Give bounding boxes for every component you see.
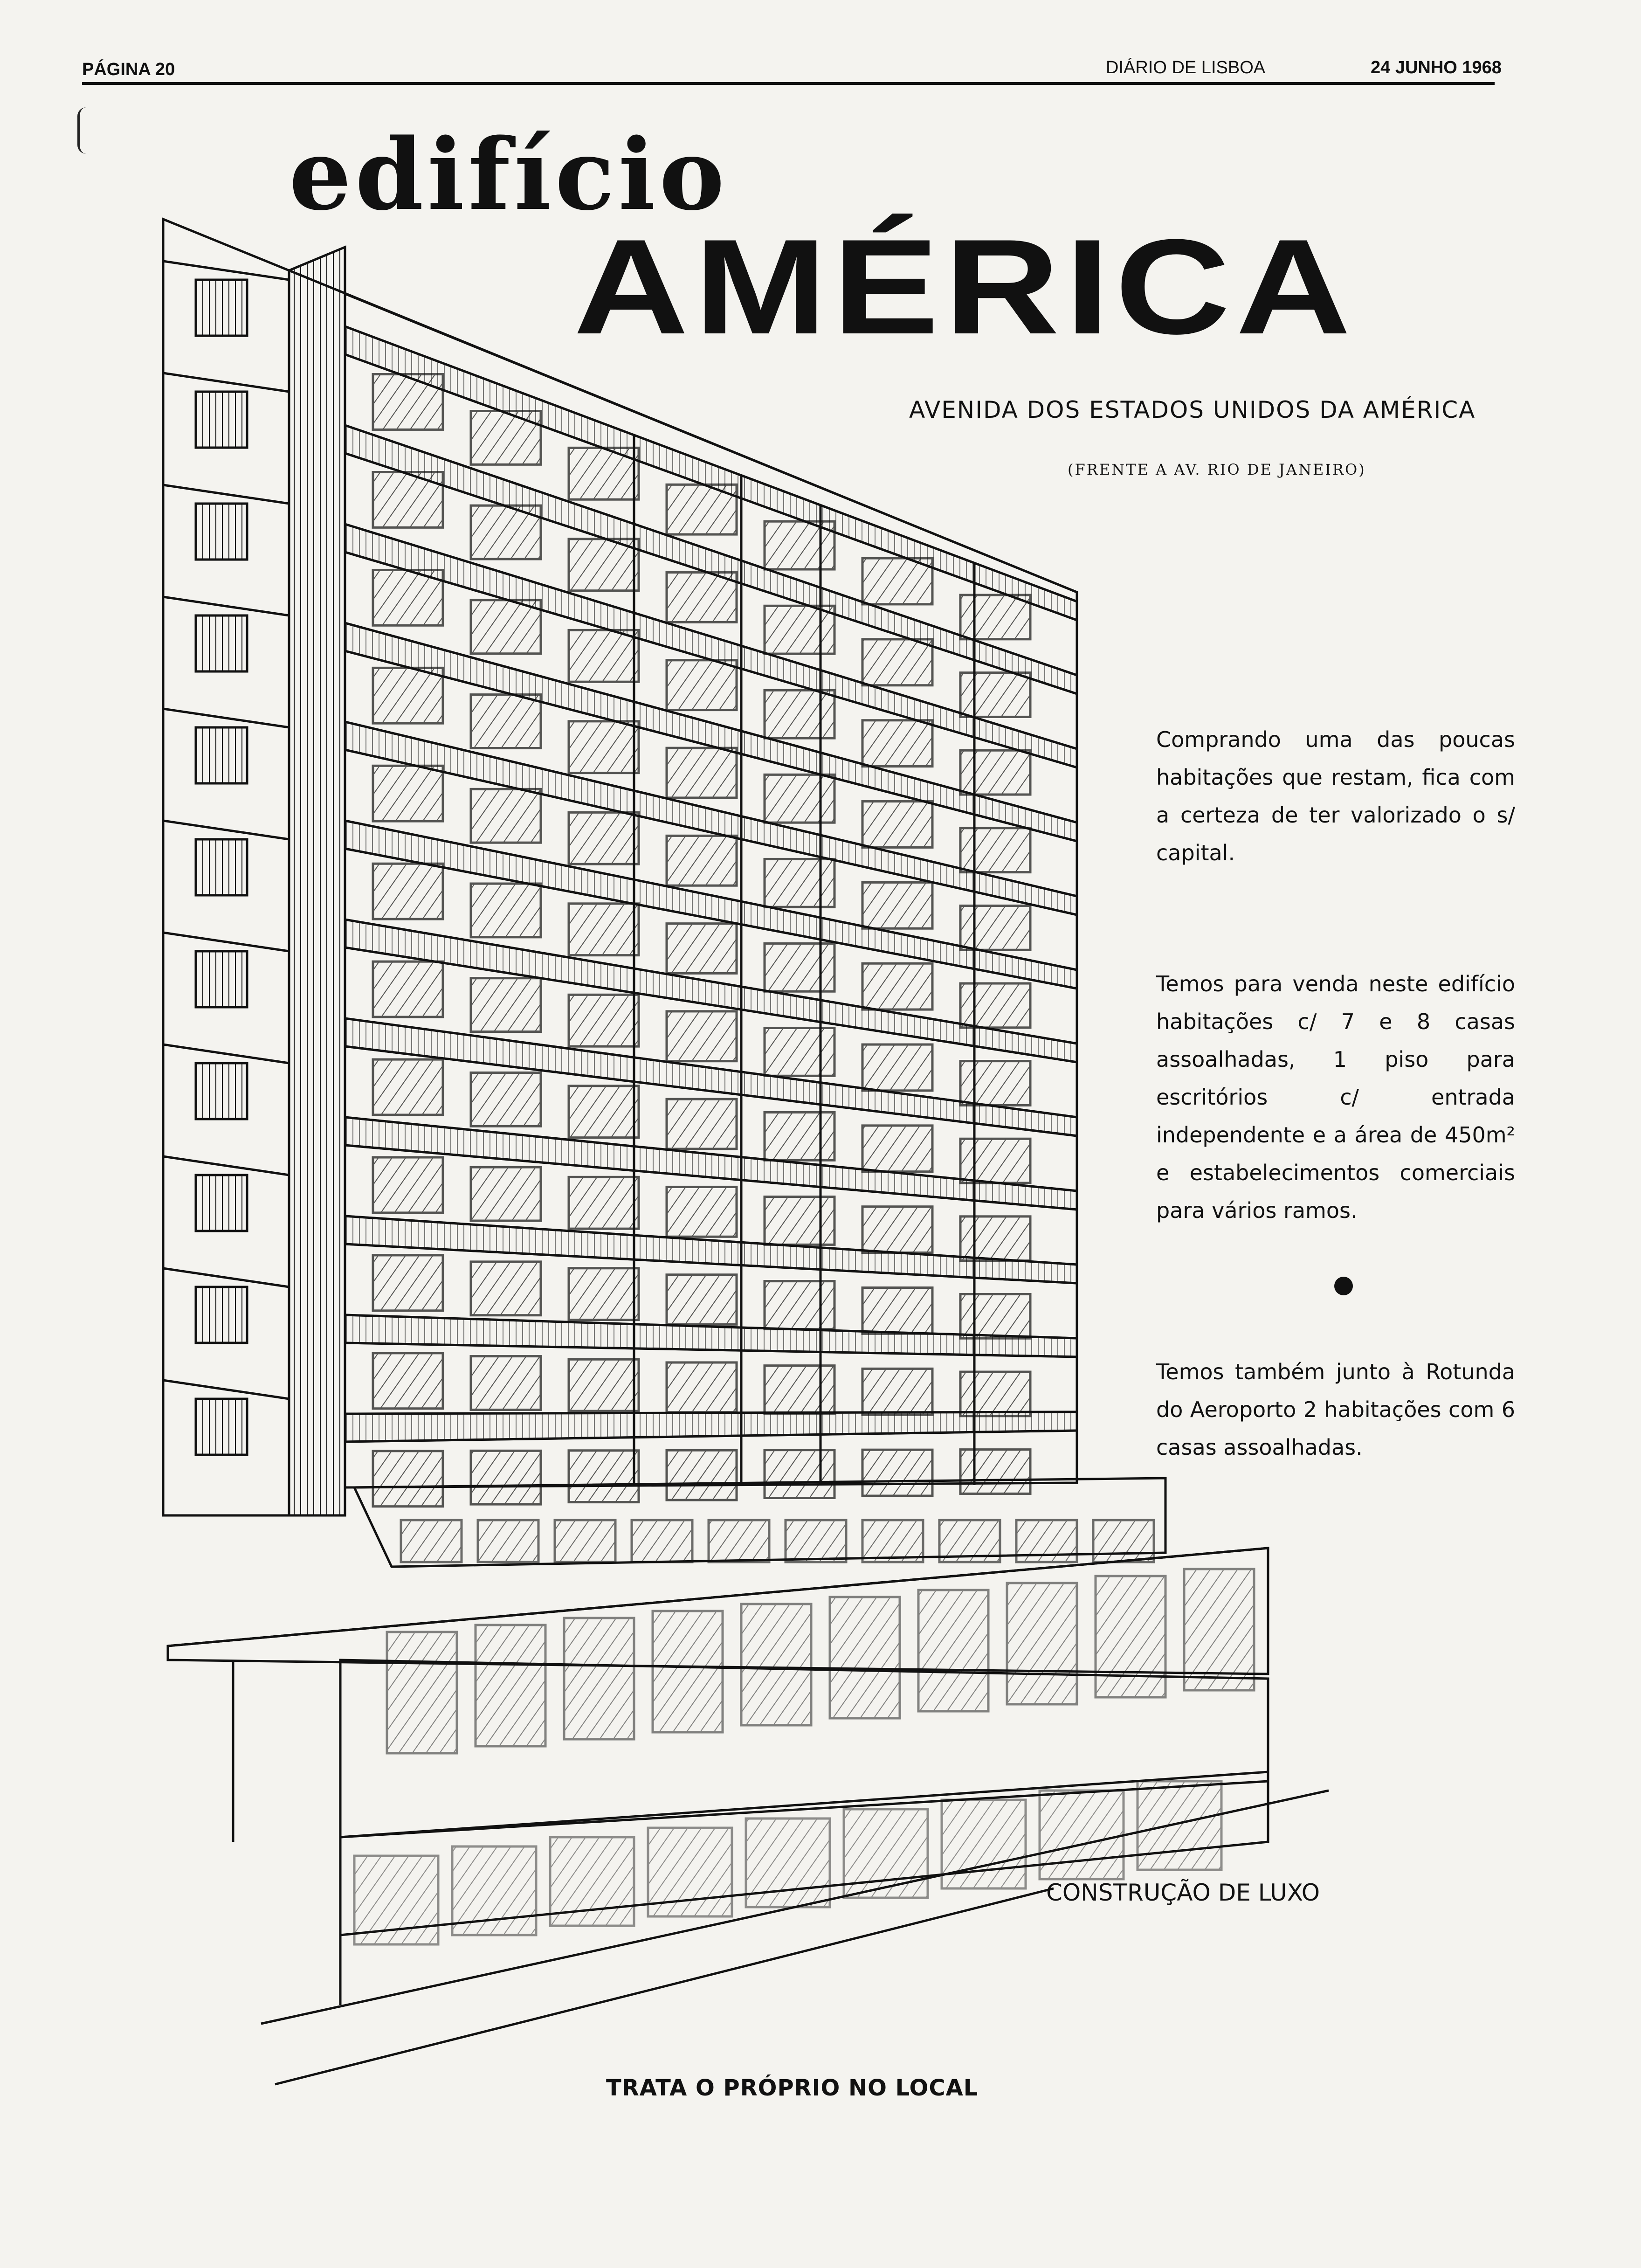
side-floor-line: [163, 597, 289, 615]
window: [960, 1217, 1030, 1261]
window: [569, 539, 639, 591]
window: [471, 1167, 541, 1221]
window: [373, 472, 443, 527]
window: [765, 1281, 834, 1329]
window: [862, 1369, 932, 1415]
window: [471, 1451, 541, 1504]
window: [862, 720, 932, 767]
window: [765, 1366, 834, 1414]
side-floor-line: [163, 709, 289, 727]
side-floor-line: [163, 1044, 289, 1063]
address-note: (FRENTE A AV. RIO DE JANEIRO): [1068, 461, 1366, 478]
window: [862, 1044, 932, 1091]
shop-window: [918, 1590, 988, 1711]
window: [373, 1353, 443, 1409]
window: [373, 570, 443, 625]
side-window: [196, 1175, 247, 1231]
window: [667, 836, 737, 885]
window: [569, 721, 639, 773]
ground-window: [648, 1828, 732, 1916]
side-floor-line: [163, 373, 289, 392]
window: [960, 983, 1030, 1028]
window: [765, 1028, 834, 1076]
window: [471, 505, 541, 559]
window: [373, 864, 443, 919]
window: [765, 859, 834, 907]
ground-window: [1040, 1791, 1124, 1879]
window: [471, 1356, 541, 1410]
podium-window: [709, 1520, 769, 1562]
podium-window: [786, 1520, 846, 1562]
title-america: AMÉRICA: [573, 211, 1357, 362]
window: [960, 828, 1030, 872]
podium-window: [1093, 1520, 1154, 1562]
window: [862, 882, 932, 928]
window: [373, 1451, 443, 1507]
newspaper-name: DIÁRIO DE LISBOA: [1106, 58, 1266, 77]
window: [373, 668, 443, 723]
window: [569, 1268, 639, 1320]
page-number: PÁGINA 20: [82, 60, 175, 79]
window: [569, 1359, 639, 1411]
window: [960, 673, 1030, 717]
window: [862, 1288, 932, 1334]
tagline: CONSTRUÇÃO DE LUXO: [1046, 1879, 1320, 1906]
podium-window: [1016, 1520, 1077, 1562]
window: [667, 1187, 737, 1237]
window: [862, 558, 932, 604]
side-window: [196, 839, 247, 895]
side-window: [196, 1063, 247, 1119]
address-street: AVENIDA DOS ESTADOS UNIDOS DA AMÉRICA: [909, 396, 1476, 423]
side-floor-line: [163, 1380, 289, 1399]
side-floor-line: [163, 1156, 289, 1175]
ground-window: [354, 1856, 438, 1944]
paragraph-3: Temos também junto à Rotunda do Aeroporto 2 habitações com 6 casas assoalhadas.: [1156, 1359, 1515, 1460]
window: [569, 1451, 639, 1502]
side-window: [196, 951, 247, 1007]
window: [373, 1255, 443, 1311]
window: [862, 802, 932, 848]
paragraph-2: Temos para venda neste edifício habitações c/ 7 e 8 casas assoalhadas, 1 piso para escritórios c/ entrada independente e a área de 450m² e estabelecimentos comerciais para vários ramos.: [1156, 971, 1515, 1223]
shop-window: [387, 1632, 457, 1753]
window: [373, 1059, 443, 1115]
shop-window: [1096, 1576, 1165, 1697]
side-floor-line: [163, 821, 289, 839]
window: [765, 774, 834, 823]
ground-window: [452, 1846, 536, 1935]
window: [667, 748, 737, 798]
window: [765, 521, 834, 569]
window: [960, 750, 1030, 795]
window: [569, 904, 639, 955]
ground-window: [550, 1837, 634, 1926]
window: [373, 961, 443, 1017]
side-window: [196, 280, 247, 336]
window: [960, 1061, 1030, 1106]
ground-window: [942, 1800, 1026, 1888]
ground-window: [844, 1809, 928, 1898]
ground-window: [1138, 1781, 1221, 1870]
window: [765, 606, 834, 654]
window: [862, 1207, 932, 1253]
window: [960, 1450, 1030, 1494]
ground-window: [746, 1819, 830, 1907]
shop-window: [741, 1604, 811, 1725]
window: [960, 1372, 1030, 1416]
window: [667, 660, 737, 710]
window: [569, 630, 639, 682]
window: [569, 995, 639, 1046]
podium-window: [555, 1520, 615, 1562]
window: [765, 1450, 834, 1498]
window: [667, 1011, 737, 1061]
side-window: [196, 615, 247, 671]
side-window: [196, 1287, 247, 1343]
window: [373, 766, 443, 821]
window: [960, 1139, 1030, 1183]
window: [373, 374, 443, 430]
podium-window: [939, 1520, 1000, 1562]
footer-call: TRATA O PRÓPRIO NO LOCAL: [606, 2075, 979, 2101]
side-window: [196, 727, 247, 783]
shop-window: [476, 1625, 545, 1746]
window: [667, 1362, 737, 1412]
window: [667, 1275, 737, 1325]
shop-window: [1007, 1583, 1077, 1704]
issue-date: 24 JUNHO 1968: [1371, 58, 1502, 77]
window: [960, 906, 1030, 950]
tower-pillar: [289, 247, 345, 1515]
side-window: [196, 1399, 247, 1455]
window: [569, 1086, 639, 1138]
window: [862, 1126, 932, 1172]
podium-window: [478, 1520, 538, 1562]
podium-window: [632, 1520, 692, 1562]
window: [471, 884, 541, 937]
window: [471, 978, 541, 1032]
railing: [345, 1412, 1077, 1442]
podium-window: [862, 1520, 923, 1562]
window: [862, 639, 932, 685]
window: [569, 812, 639, 864]
window: [862, 1450, 932, 1496]
shop-window: [830, 1597, 900, 1718]
window: [471, 695, 541, 748]
window: [569, 448, 639, 499]
side-window: [196, 504, 247, 560]
side-floor-line: [163, 485, 289, 504]
window: [667, 924, 737, 974]
shop-window: [653, 1611, 723, 1732]
side-window: [196, 392, 247, 448]
bullet-dot: [1334, 1277, 1353, 1295]
window: [765, 690, 834, 738]
window: [960, 1294, 1030, 1338]
shop-window: [1184, 1569, 1254, 1690]
window: [471, 789, 541, 843]
window: [373, 1157, 443, 1213]
window: [667, 573, 737, 622]
shop-window: [564, 1618, 634, 1739]
window: [862, 963, 932, 1010]
window: [667, 1450, 737, 1500]
window: [960, 595, 1030, 639]
side-floor-line: [163, 1268, 289, 1287]
window: [471, 1072, 541, 1126]
window: [471, 600, 541, 654]
window: [765, 943, 834, 991]
window: [667, 484, 737, 534]
title-edificio: edifício: [289, 117, 729, 232]
window: [667, 1099, 737, 1149]
window: [765, 1113, 834, 1161]
window: [569, 1177, 639, 1229]
paragraph-1: Comprando uma das poucas habitações que restam, fica com a certeza de ter valorizado o s/ capital.: [1156, 727, 1515, 865]
window: [471, 1262, 541, 1315]
window: [765, 1197, 834, 1245]
window: [471, 411, 541, 464]
podium-window: [401, 1520, 462, 1562]
side-floor-line: [163, 933, 289, 951]
